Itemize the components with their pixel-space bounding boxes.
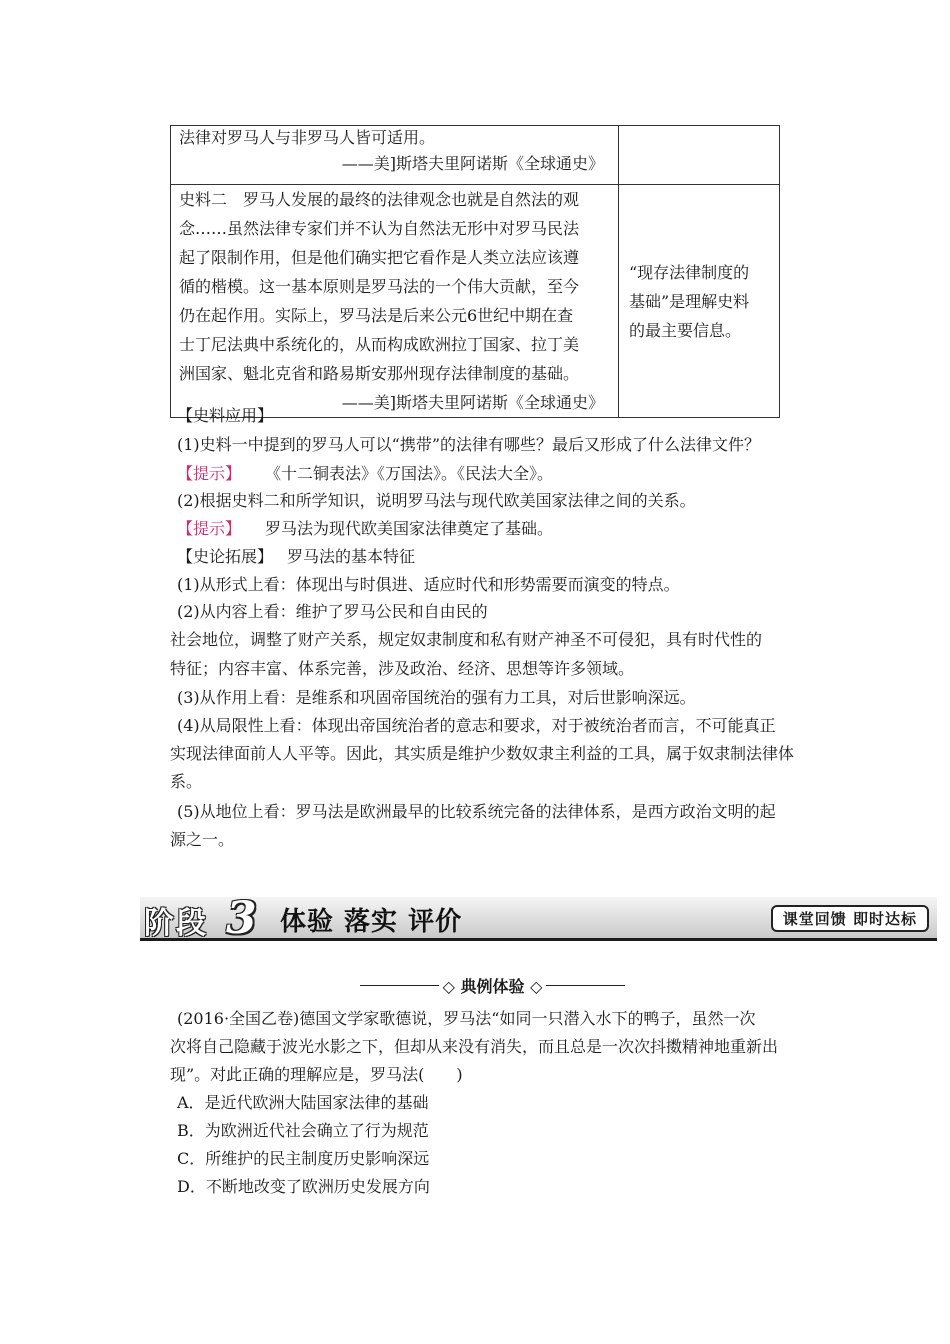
extension-line: 特征；内容丰富、体系完善，涉及政治、经济、思想等许多领域。 <box>170 659 635 678</box>
extension-line: 实现法律面前人人平等。因此，其实质是维护少数奴隶主利益的工具，属于奴隶制法律体 <box>170 744 795 763</box>
extension-line: (5)从地位上看：罗马法是欧洲最早的比较系统完备的法律体系，是西方政治文明的起 <box>177 802 776 821</box>
answer-1: 《十二铜表法》《万国法》。《民法大全》。 <box>265 464 554 483</box>
source-text: 仍在起作用。实际上，罗马法是后来公元6世纪中期在查 <box>179 306 574 325</box>
citation: ——美]斯塔夫里阿诺斯《全球通史》 <box>341 154 604 173</box>
question-stem: 次将自己隐藏于波光水影之下，但却从来没有消失，而且总是一次次抖擞精神地重新出 <box>170 1037 779 1056</box>
note-text: “现存法律制度的 <box>629 262 750 282</box>
source-text: 起了限制作用，但是他们确实把它看作是人类立法应该遵 <box>179 248 580 267</box>
divider <box>546 985 625 986</box>
example-heading-text: ◇ 典例体验 ◇ <box>442 977 543 996</box>
section-heading: 【史料应用】 <box>177 406 274 425</box>
section-heading: 【史论拓展】 <box>177 547 274 566</box>
note-text: 的最主要信息。 <box>629 320 742 340</box>
stage-label: 阶段 <box>144 906 208 941</box>
answer-2: 罗马法为现代欧美国家法律奠定了基础。 <box>265 519 554 538</box>
option-d: D．不断地改变了欧洲历史发展方向 <box>177 1177 430 1196</box>
option-c: C．所维护的民主制度历史影响深远 <box>177 1149 430 1168</box>
stage-number: 3 <box>226 893 257 944</box>
source-cell <box>171 126 619 185</box>
question-stem: (2016·全国乙卷)德国文学家歌德说，罗马法“如同一只潜入水下的鸭子，虽然一次 <box>177 1009 756 1028</box>
hint-label: 【提示】 <box>177 519 242 538</box>
extension-line: 社会地位，调整了财产关系，规定奴隶制度和私有财产神圣不可侵犯，具有时代性的 <box>170 630 763 649</box>
source-text: 循的楷模。这一基本原则是罗马法的一个伟大贡献，至今 <box>179 277 580 296</box>
source-text: 士丁尼法典中系统化的，从而构成欧洲拉丁国家、拉丁美 <box>179 335 580 354</box>
extension-line: 源之一。 <box>170 830 235 849</box>
citation: ——美]斯塔夫里阿诺斯《全球通史》 <box>341 393 604 412</box>
source-text: 史料二 罗马人发展的最终的法律观念也就是自然法的观 <box>179 190 580 209</box>
note-text: 基础”是理解史料 <box>629 291 750 311</box>
hint-row <box>177 463 553 485</box>
stage-banner <box>140 893 937 944</box>
banner-tag: 课堂回馈 即时达标 <box>771 905 929 932</box>
extension-topic: 罗马法的基本特征 <box>287 547 416 566</box>
source-text: 念……虽然法律专家们并不认为自然法无形中对罗马民法 <box>179 219 580 238</box>
note-cell <box>619 185 780 418</box>
hint-label: 【提示】 <box>177 464 242 483</box>
option-b: B．为欧洲近代社会确立了行为规范 <box>177 1121 429 1140</box>
example-heading <box>360 974 625 997</box>
extension-line: 系。 <box>170 772 203 791</box>
extension-line: (2)从内容上看：维护了罗马公民和自由民的 <box>177 602 488 621</box>
extension-heading-row <box>177 546 415 568</box>
banner-title: 体验 落实 评价 <box>280 907 463 937</box>
question-2: (2)根据史料二和所学知识，说明罗马法与现代欧美国家法律之间的关系。 <box>177 491 696 510</box>
source-cell <box>171 185 619 418</box>
source-text: 洲国家、魁北克省和路易斯安那州现存法律制度的基础。 <box>179 364 580 383</box>
question-1: (1)史料一中提到的罗马人可以“携带”的法律有哪些？最后又形成了什么法律文件？ <box>177 435 761 454</box>
extension-line: (3)从作用上看：是维系和巩固帝国统治的强有力工具，对后世影响深远。 <box>177 688 696 707</box>
table-row <box>171 126 780 185</box>
source-table <box>170 125 780 418</box>
question-stem: 现”。对此正确的理解应是，罗马法( ) <box>170 1065 463 1084</box>
divider <box>360 985 439 986</box>
note-cell <box>619 126 780 185</box>
extension-line: (4)从局限性上看：体现出帝国统治者的意志和要求，对于被统治者而言，不可能真正 <box>177 716 776 735</box>
option-a: A．是近代欧洲大陆国家法律的基础 <box>177 1093 429 1112</box>
source-text: 法律对罗马人与非罗马人皆可适用。 <box>179 128 436 147</box>
table-row <box>171 185 780 418</box>
extension-line: (1)从形式上看：体现出与时俱进、适应时代和形势需要而演变的特点。 <box>177 575 680 594</box>
hint-row <box>177 518 553 540</box>
